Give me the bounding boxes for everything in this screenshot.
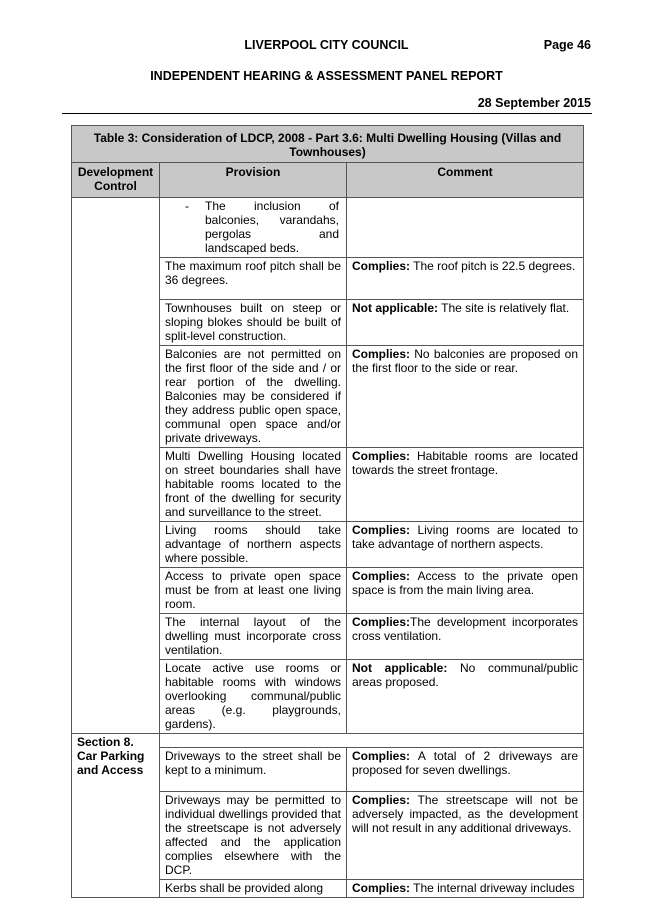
column-header-comment: Comment (347, 163, 584, 198)
comment-cell (347, 792, 584, 880)
report-date: 28 September 2015 (477, 96, 591, 110)
column-header-provision: Provision (160, 163, 347, 198)
provision-cell: Living rooms should take advantage of northern aspects where possible. (160, 522, 347, 568)
comment-label: Complies: (352, 569, 411, 583)
comment-label: Complies: (352, 793, 411, 807)
provision-cell: The internal layout of the dwelling must incorporate cross ventilation. (160, 614, 347, 660)
development-control-cell (72, 198, 160, 734)
comment-text: The site is relatively flat. (438, 301, 570, 315)
comment-label: Not applicable: (352, 301, 439, 315)
comment-cell (347, 660, 584, 734)
comment-label: Complies: (352, 615, 411, 629)
header-divider (62, 113, 592, 114)
provision-cell: The maximum roof pitch shall be 36 degrees. (160, 258, 347, 300)
comment-text: Access to the private open space is from the main living area. (352, 569, 579, 597)
provision-cell: Access to private open space must be from at least one living room. (160, 568, 347, 614)
comment-label: Complies: (352, 523, 411, 537)
report-title: INDEPENDENT HEARING & ASSESSMENT PANEL REPORT (150, 69, 503, 83)
comment-text: Habitable rooms are located towards the street frontage. (352, 449, 579, 477)
comment-cell (347, 748, 584, 792)
provision-cell (160, 198, 347, 258)
comment-label: Complies: (352, 881, 411, 895)
provision-cell: Driveways may be permitted to individual dwellings provided that the streetscape is not adversely affected and the application complies elsewhere with the DCP. (160, 792, 347, 880)
table-row (72, 198, 584, 258)
provision-list-item (165, 199, 341, 255)
comment-label: Complies: (352, 449, 411, 463)
comment-text: The streetscape will not be adversely impacted, as the development will not result in any additional driveways. (352, 793, 579, 835)
provision-cell: Balconies are not permitted on the first floor of the side and / or rear portion of the dwelling. Balconies may be considered if they address public open space, communal open space and/or private driveways. (160, 346, 347, 448)
comment-text: The development incorporates cross ventilation. (352, 615, 579, 643)
provision-cell: Driveways to the street shall be kept to a minimum. (160, 748, 347, 792)
comment-cell (347, 522, 584, 568)
comment-text: The internal driveway includes (410, 881, 575, 895)
comment-text: A total of 2 driveways are proposed for seven dwellings. (352, 749, 579, 777)
comment-cell (347, 300, 584, 346)
table-title: Table 3: Consideration of LDCP, 2008 - Part 3.6: Multi Dwelling Housing (Villas and Townhouses) (72, 126, 584, 163)
section-heading-row (72, 734, 584, 748)
page-number: Page 46 (543, 38, 591, 52)
provision-cell: Multi Dwelling Housing located on street boundaries shall have habitable rooms located to the front of the dwelling for security and surveillance to the street. (160, 448, 347, 522)
council-name: LIVERPOOL CITY COUNCIL (244, 38, 409, 52)
section-spacer-cell (160, 734, 584, 748)
list-dash: - (185, 199, 189, 213)
table-title-row (72, 126, 584, 163)
comment-text: No communal/public areas proposed. (352, 661, 579, 689)
comment-label: Complies: (352, 347, 411, 361)
section-8-heading: Section 8. Car Parking and Access (72, 734, 160, 898)
ldcp-consideration-table (71, 125, 584, 898)
comment-cell (347, 448, 584, 522)
comment-cell (347, 880, 584, 898)
comment-cell (347, 258, 584, 300)
comment-cell (347, 614, 584, 660)
comment-label: Not applicable: (352, 661, 448, 675)
column-header-development-control: Development Control (72, 163, 160, 198)
comment-cell (347, 198, 584, 258)
provision-cell: Kerbs shall be provided along (160, 880, 347, 898)
table-header-row (72, 163, 584, 198)
comment-text: No balconies are proposed on the first floor to the side or rear. (352, 347, 579, 375)
comment-label: Complies: (352, 259, 411, 273)
comment-text: Living rooms are located to take advantage of northern aspects. (352, 523, 579, 551)
comment-label: Complies: (352, 749, 411, 763)
comment-text: The roof pitch is 22.5 degrees. (410, 259, 576, 273)
comment-cell (347, 568, 584, 614)
provision-text: The inclusion of balconies, varandahs, pergolas and landscaped beds. (205, 199, 339, 255)
provision-cell: Locate active use rooms or habitable rooms with windows overlooking communal/public areas (e.g. playgrounds, gardens). (160, 660, 347, 734)
comment-cell (347, 346, 584, 448)
provision-cell: Townhouses built on steep or sloping blokes should be built of split-level construction. (160, 300, 347, 346)
